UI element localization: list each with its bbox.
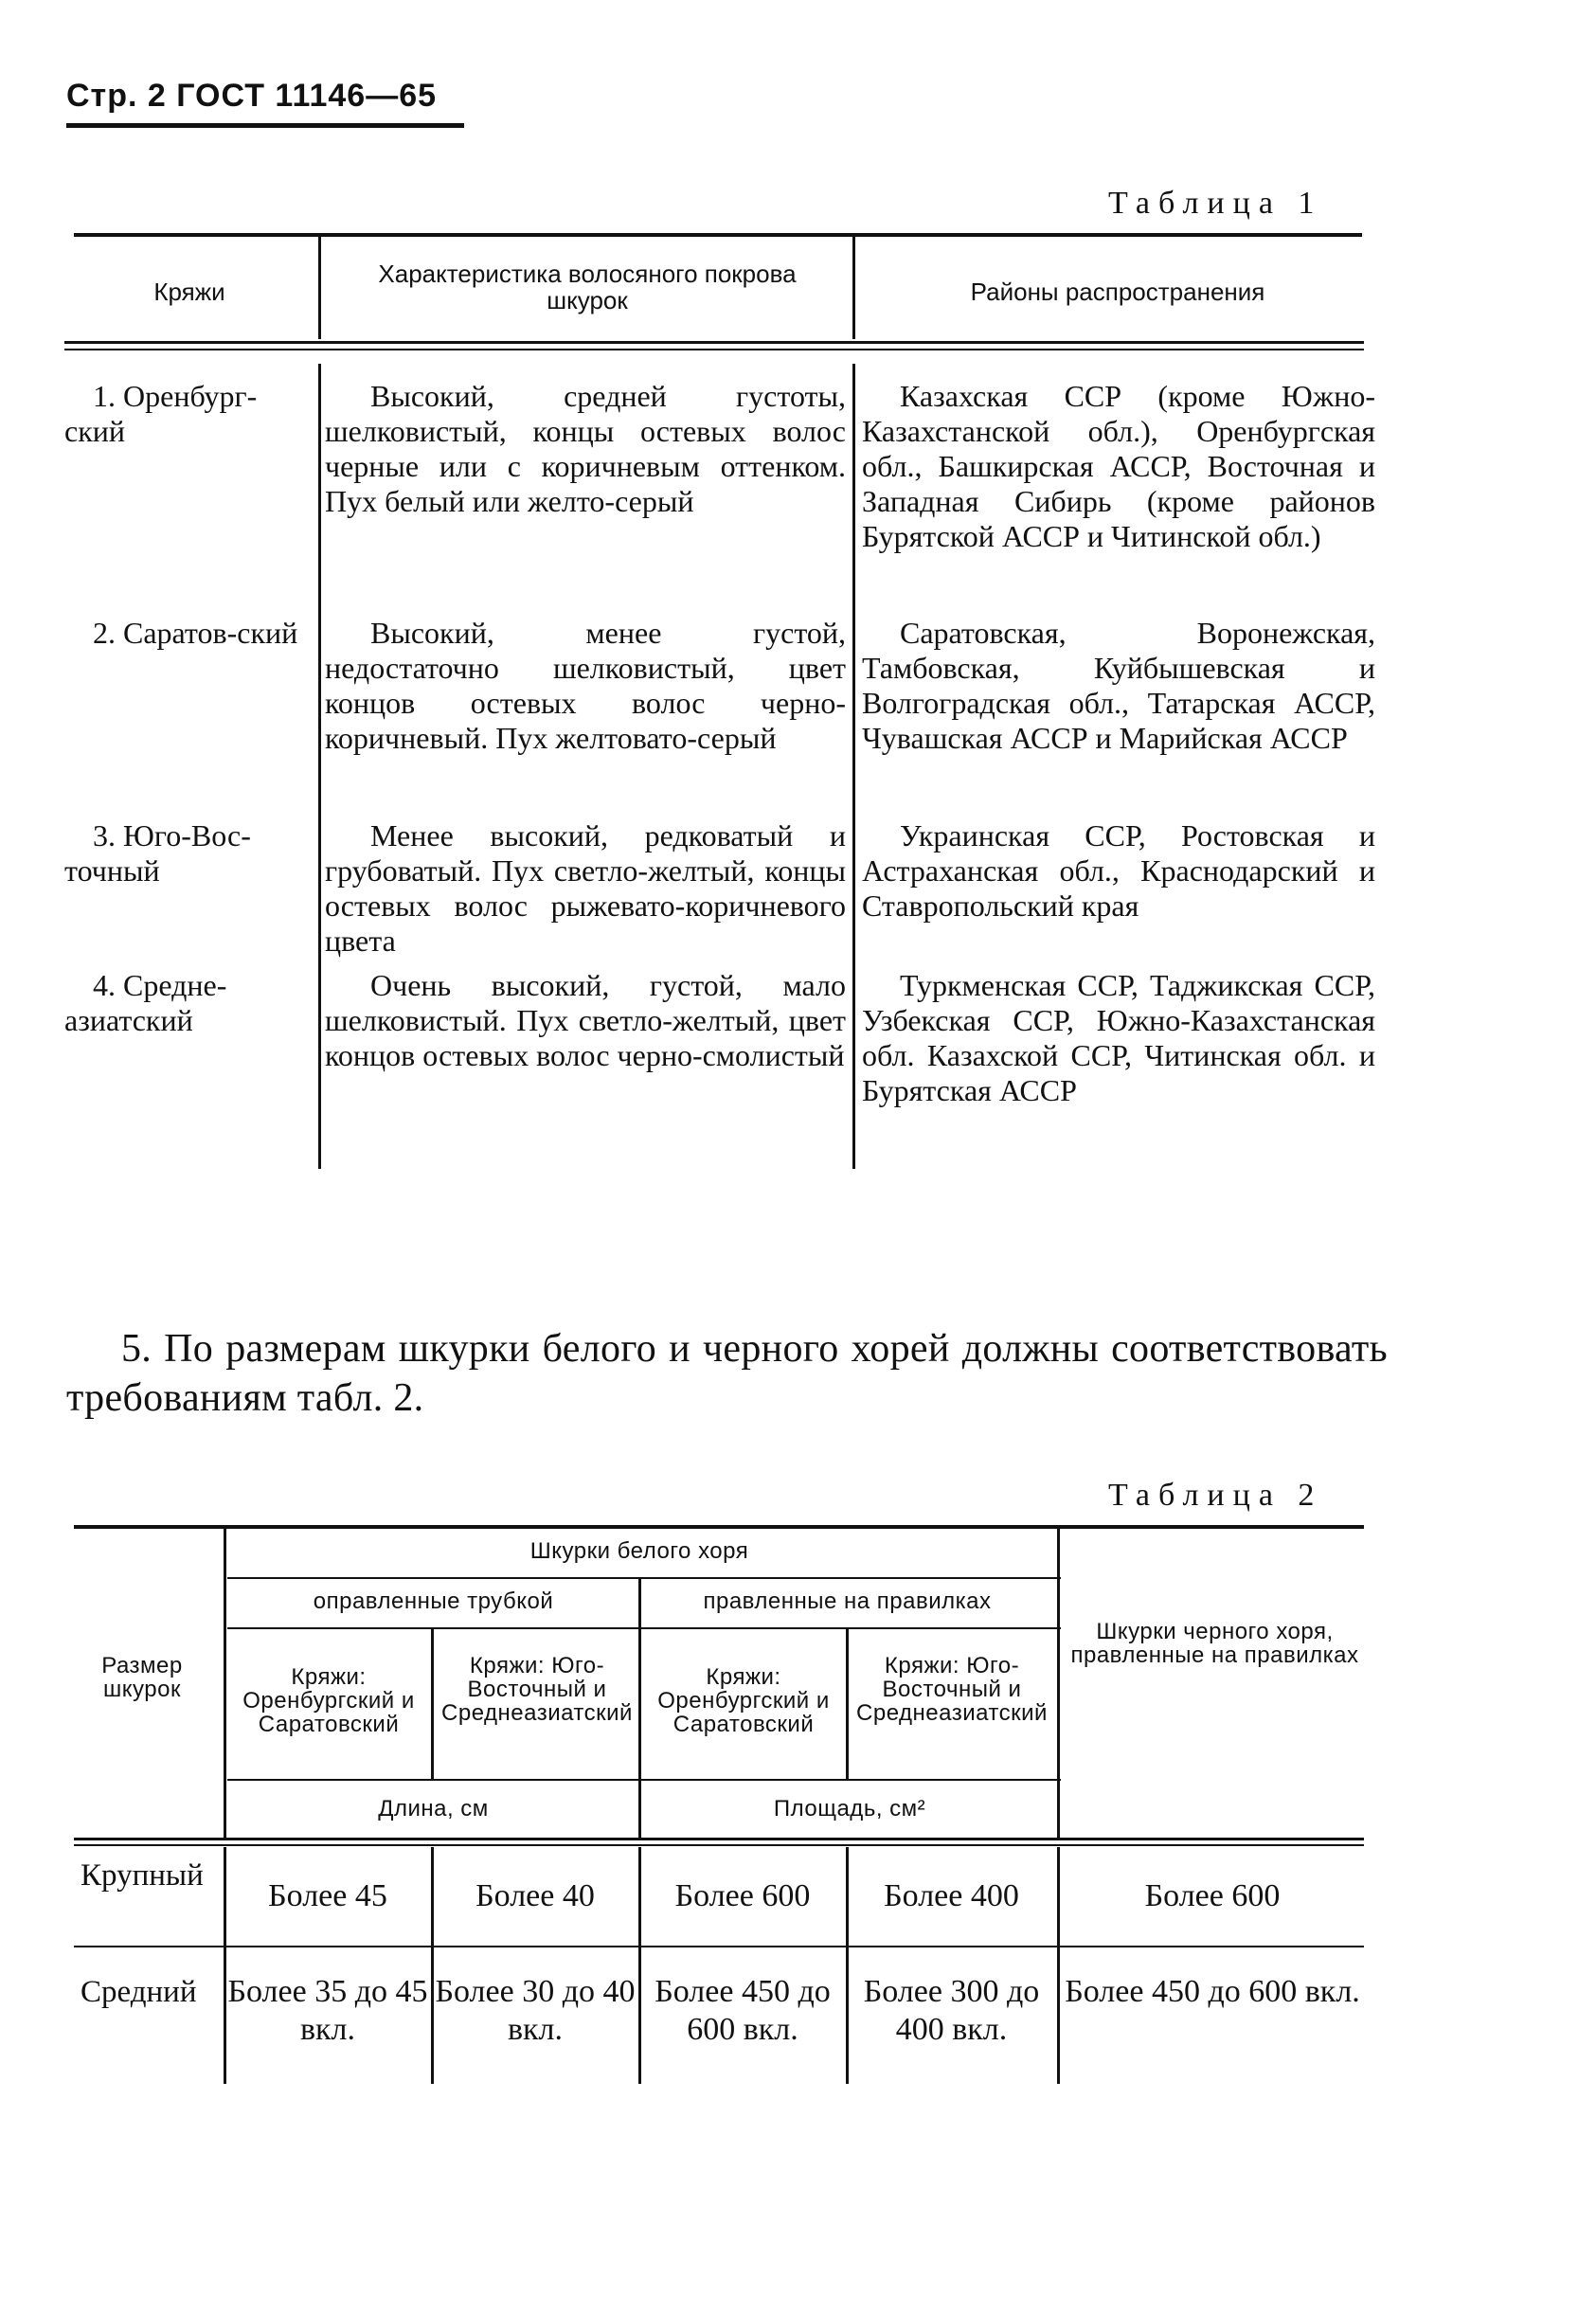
table1-row2-char: Высокий, менее густой, недостаточно шелковистый, цвет концов остевых волос черно-коричневый. Пух желтовато-серый (325, 616, 846, 755)
table1-row4-regions: Туркменская ССР, Таджикская ССР, Узбекская ССР, Южно-Казахстанская обл. Казахской ССР, Читинская обл. и Бурятская АССР (862, 968, 1375, 1107)
paragraph-5: 5. По размерам шкурки белого и черного хорей должны соответствовать требованиям табл. 2. (66, 1327, 1388, 1420)
table2-row2-size: Средний (81, 1975, 197, 2009)
table2-header-rule-2 (74, 1844, 1364, 1846)
table1-caption: Таблица 1 (1108, 186, 1323, 221)
table2-row1-v2: Более 40 (475, 1878, 595, 1913)
table2-header-black: Шкурки черного хоря, правленные на правилках (1070, 1619, 1359, 1668)
table2-row1-v5: Более 600 (1144, 1878, 1281, 1913)
table1-row2-kryazh: 2. Саратов-ский (93, 616, 298, 650)
table2-vrule-c (638, 1847, 641, 2084)
table1-row3-regions: Украинская ССР, Ростовская и Астраханская обл., Краснодарский и Ставропольский края (862, 818, 1375, 923)
table2-vrule-b-h (431, 1629, 434, 1779)
table2-top-rule (74, 1525, 1364, 1529)
table2-rule-white-group (227, 1577, 1061, 1579)
table2-header-kryazh-a1: Кряжи: Оренбургский и Саратовский (242, 1664, 415, 1737)
table2-vrule-a (224, 1847, 226, 2084)
table2-row2-v1: Более 35 до 45 вкл. (227, 1974, 428, 2047)
table1-row4-char: Очень высокий, густой, мало шелковистый. Пух светло-желтый, цвет концов остевых волос черно-смолистый (325, 968, 846, 1072)
table2-row1-v3: Более 600 (674, 1878, 811, 1913)
table2-vrule-d (846, 1847, 849, 2084)
table1-vrule-1h (318, 237, 321, 339)
header-rule (66, 123, 464, 128)
table1-vrule-2h (852, 237, 855, 339)
table1-row1-kryazh: 1. Оренбург-ский (64, 379, 258, 448)
table2-row1-size: Крупный (81, 1858, 204, 1893)
table2-row2-v4: Более 300 до 400 вкл. (863, 1974, 1040, 2047)
table1-row4-kryazh: 4. Средне-азиатский (64, 968, 227, 1037)
table2-row2-v3: Более 450 до 600 вкл. (655, 1974, 831, 2047)
table2-header-rule-1 (74, 1838, 1364, 1840)
table1-vrule-1 (318, 364, 321, 1169)
table2-header-tube: оправленные трубкой (313, 1588, 554, 1614)
table2-unit-area: Площадь, см² (773, 1796, 926, 1821)
table2-row1-v1: Более 45 (268, 1878, 387, 1913)
table2-caption: Таблица 2 (1108, 1478, 1323, 1513)
table1-header-characteristic: Характеристика волосяного покрова шкурок (378, 260, 797, 314)
table2-rule-subgroups (227, 1627, 1061, 1629)
table1-header-regions: Районы распространения (970, 278, 1265, 306)
table1-vrule-2 (852, 364, 855, 1169)
table2-vrule-b (431, 1847, 434, 2084)
table1-header-rule-2 (64, 349, 1364, 350)
table2-header-kryazh-b2: Кряжи: Юго-Восточный и Среднеазиатский (856, 1653, 1048, 1726)
table2-vrule-a-h (224, 1529, 226, 1838)
table2-header-kryazh-b1: Кряжи: Юго-Восточный и Среднеазиатский (441, 1653, 633, 1726)
table2-header-size: Размер шкурок (101, 1653, 183, 1702)
table1-row1-char: Высокий, средней густоты, шелковистый, концы остевых волос черные или с коричневым оттенком. Пух белый или желто-серый (325, 379, 846, 518)
table2-rule-units (227, 1779, 1061, 1781)
table2-row-rule (74, 1946, 1364, 1947)
table2-header-board: правленные на правилках (703, 1588, 992, 1614)
table2-header-white: Шкурки белого хоря (529, 1538, 749, 1564)
table2-vrule-d-h (846, 1629, 849, 1779)
table1-header-kryazhi: Кряжи (153, 278, 225, 306)
table2-vrule-c-h (638, 1579, 641, 1838)
table1-row1-regions: Казахская ССР (кроме Южно-Казахстанской обл.), Оренбургская обл., Башкирская АССР, Восточная и Западная Сибирь (кроме районов Бурятской АССР и Читинской обл.) (862, 379, 1375, 553)
table2-row1-v4: Более 400 (884, 1878, 1019, 1913)
table2-row2-v2: Более 30 до 40 вкл. (435, 1974, 636, 2047)
table1-row3-kryazh: 3. Юго-Вос-точный (64, 818, 251, 888)
table2-header-kryazh-a2: Кряжи: Оренбургский и Саратовский (657, 1664, 830, 1737)
table1-top-rule (74, 233, 1362, 237)
table2-vrule-e-h (1057, 1529, 1060, 1838)
table2-vrule-e (1057, 1847, 1060, 2084)
table1-header-rule-1 (64, 341, 1364, 344)
table2-unit-length: Длина, см (378, 1796, 489, 1821)
page-header: Стр. 2 ГОСТ 11146—65 (66, 78, 438, 114)
table1-row3-char: Менее высокий, редковатый и грубоватый. Пух светло-желтый, концы остевых волос рыжевато-коричневого цвета (325, 818, 846, 958)
table1-row2-regions: Саратовская, Воронежская, Тамбовская, Куйбышевская и Волгоградская обл., Татарская АССР, Чувашская АССР и Марийская АССР (862, 616, 1375, 755)
table2-row2-v5: Более 450 до 600 вкл. (1065, 1974, 1360, 2009)
